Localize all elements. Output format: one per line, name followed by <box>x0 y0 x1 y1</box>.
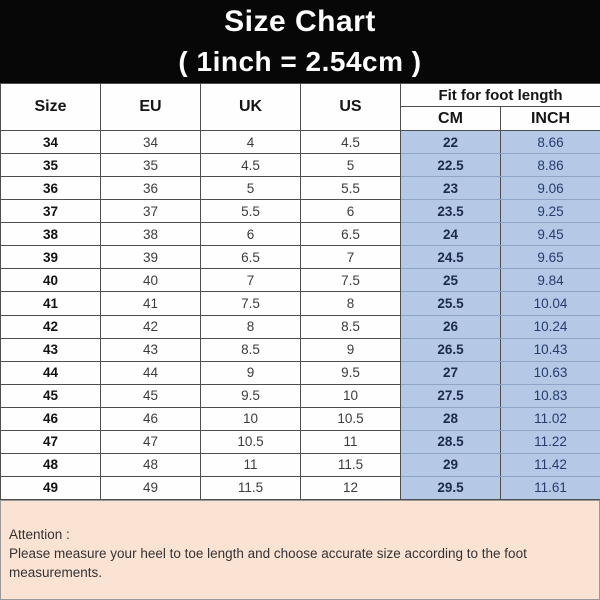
cm-cell: 22.5 <box>401 154 501 177</box>
size-cell: 34 <box>1 131 101 154</box>
inch-cell: 10.24 <box>501 315 600 338</box>
table-row <box>1 292 600 315</box>
us-cell: 5.5 <box>301 177 401 200</box>
size-cell: 46 <box>1 407 101 430</box>
column-header-size: Size <box>1 84 101 131</box>
us-cell: 6.5 <box>301 223 401 246</box>
us-cell: 11.5 <box>301 453 401 476</box>
uk-cell: 11.5 <box>201 476 301 499</box>
eu-cell: 39 <box>101 246 201 269</box>
cm-cell: 26.5 <box>401 338 501 361</box>
column-header-uk: UK <box>201 84 301 131</box>
column-header-eu: EU <box>101 84 201 131</box>
table-row <box>1 407 600 430</box>
inch-cell: 8.86 <box>501 154 600 177</box>
attention-text: Please measure your heel to toe length and choose accurate size according to the foot measurements. <box>9 546 527 580</box>
header-row-top <box>1 84 600 107</box>
us-cell: 4.5 <box>301 131 401 154</box>
table-row <box>1 177 600 200</box>
uk-cell: 11 <box>201 453 301 476</box>
size-cell: 37 <box>1 200 101 223</box>
size-cell: 45 <box>1 384 101 407</box>
us-cell: 11 <box>301 430 401 453</box>
table-row <box>1 200 600 223</box>
inch-cell: 9.84 <box>501 269 600 292</box>
table-row <box>1 361 600 384</box>
inch-cell: 10.83 <box>501 384 600 407</box>
table-row <box>1 453 600 476</box>
inch-cell: 10.63 <box>501 361 600 384</box>
eu-cell: 46 <box>101 407 201 430</box>
eu-cell: 35 <box>101 154 201 177</box>
us-cell: 8 <box>301 292 401 315</box>
us-cell: 8.5 <box>301 315 401 338</box>
size-cell: 47 <box>1 430 101 453</box>
uk-cell: 4.5 <box>201 154 301 177</box>
uk-cell: 7 <box>201 269 301 292</box>
us-cell: 10.5 <box>301 407 401 430</box>
eu-cell: 49 <box>101 476 201 499</box>
page-title: Size Chart <box>224 4 376 38</box>
uk-cell: 6 <box>201 223 301 246</box>
cm-cell: 26 <box>401 315 501 338</box>
uk-cell: 5.5 <box>201 200 301 223</box>
cm-cell: 25 <box>401 269 501 292</box>
cm-cell: 27 <box>401 361 501 384</box>
size-cell: 40 <box>1 269 101 292</box>
eu-cell: 45 <box>101 384 201 407</box>
table-row <box>1 269 600 292</box>
cm-cell: 28.5 <box>401 430 501 453</box>
inch-cell: 9.65 <box>501 246 600 269</box>
eu-cell: 44 <box>101 361 201 384</box>
eu-cell: 34 <box>101 131 201 154</box>
inch-cell: 11.22 <box>501 430 600 453</box>
uk-cell: 7.5 <box>201 292 301 315</box>
us-cell: 7 <box>301 246 401 269</box>
eu-cell: 40 <box>101 269 201 292</box>
table-row <box>1 430 600 453</box>
size-cell: 44 <box>1 361 101 384</box>
uk-cell: 9 <box>201 361 301 384</box>
size-cell: 39 <box>1 246 101 269</box>
table-row <box>1 131 600 154</box>
column-header-fit-for-foot-length: Fit for foot length <box>401 84 600 107</box>
eu-cell: 37 <box>101 200 201 223</box>
us-cell: 7.5 <box>301 269 401 292</box>
table-row <box>1 154 600 177</box>
conversion-subtitle: ( 1inch = 2.54cm ) <box>178 45 422 77</box>
column-header-inch: INCH <box>501 107 600 131</box>
cm-cell: 29 <box>401 453 501 476</box>
inch-cell: 11.61 <box>501 476 600 499</box>
cm-cell: 24.5 <box>401 246 501 269</box>
table-row <box>1 384 600 407</box>
cm-cell: 22 <box>401 131 501 154</box>
size-cell: 36 <box>1 177 101 200</box>
table-row <box>1 338 600 361</box>
cm-cell: 27.5 <box>401 384 501 407</box>
table-row <box>1 315 600 338</box>
attention-label: Attention : <box>9 527 70 542</box>
us-cell: 9.5 <box>301 361 401 384</box>
eu-cell: 38 <box>101 223 201 246</box>
cm-cell: 23.5 <box>401 200 501 223</box>
size-table-body <box>1 131 600 500</box>
column-header-us: US <box>301 84 401 131</box>
inch-cell: 9.25 <box>501 200 600 223</box>
title-banner <box>0 0 600 83</box>
inch-cell: 10.04 <box>501 292 600 315</box>
inch-cell: 10.43 <box>501 338 600 361</box>
uk-cell: 8 <box>201 315 301 338</box>
uk-cell: 10.5 <box>201 430 301 453</box>
column-header-cm: CM <box>401 107 501 131</box>
eu-cell: 42 <box>101 315 201 338</box>
eu-cell: 43 <box>101 338 201 361</box>
uk-cell: 8.5 <box>201 338 301 361</box>
inch-cell: 9.45 <box>501 223 600 246</box>
uk-cell: 4 <box>201 131 301 154</box>
size-cell: 41 <box>1 292 101 315</box>
uk-cell: 5 <box>201 177 301 200</box>
table-row <box>1 223 600 246</box>
cm-cell: 23 <box>401 177 501 200</box>
size-cell: 42 <box>1 315 101 338</box>
table-row <box>1 246 600 269</box>
uk-cell: 9.5 <box>201 384 301 407</box>
size-cell: 48 <box>1 453 101 476</box>
cm-cell: 28 <box>401 407 501 430</box>
cm-cell: 24 <box>401 223 501 246</box>
size-table <box>0 83 600 500</box>
cm-cell: 29.5 <box>401 476 501 499</box>
us-cell: 10 <box>301 384 401 407</box>
size-cell: 35 <box>1 154 101 177</box>
us-cell: 9 <box>301 338 401 361</box>
uk-cell: 6.5 <box>201 246 301 269</box>
size-table-header <box>1 84 600 131</box>
us-cell: 6 <box>301 200 401 223</box>
inch-cell: 11.42 <box>501 453 600 476</box>
eu-cell: 47 <box>101 430 201 453</box>
cm-cell: 25.5 <box>401 292 501 315</box>
inch-cell: 11.02 <box>501 407 600 430</box>
eu-cell: 48 <box>101 453 201 476</box>
size-cell: 43 <box>1 338 101 361</box>
inch-cell: 9.06 <box>501 177 600 200</box>
size-cell: 49 <box>1 476 101 499</box>
us-cell: 5 <box>301 154 401 177</box>
table-row <box>1 476 600 499</box>
inch-cell: 8.66 <box>501 131 600 154</box>
uk-cell: 10 <box>201 407 301 430</box>
us-cell: 12 <box>301 476 401 499</box>
attention-note <box>0 500 600 600</box>
size-cell: 38 <box>1 223 101 246</box>
eu-cell: 36 <box>101 177 201 200</box>
eu-cell: 41 <box>101 292 201 315</box>
